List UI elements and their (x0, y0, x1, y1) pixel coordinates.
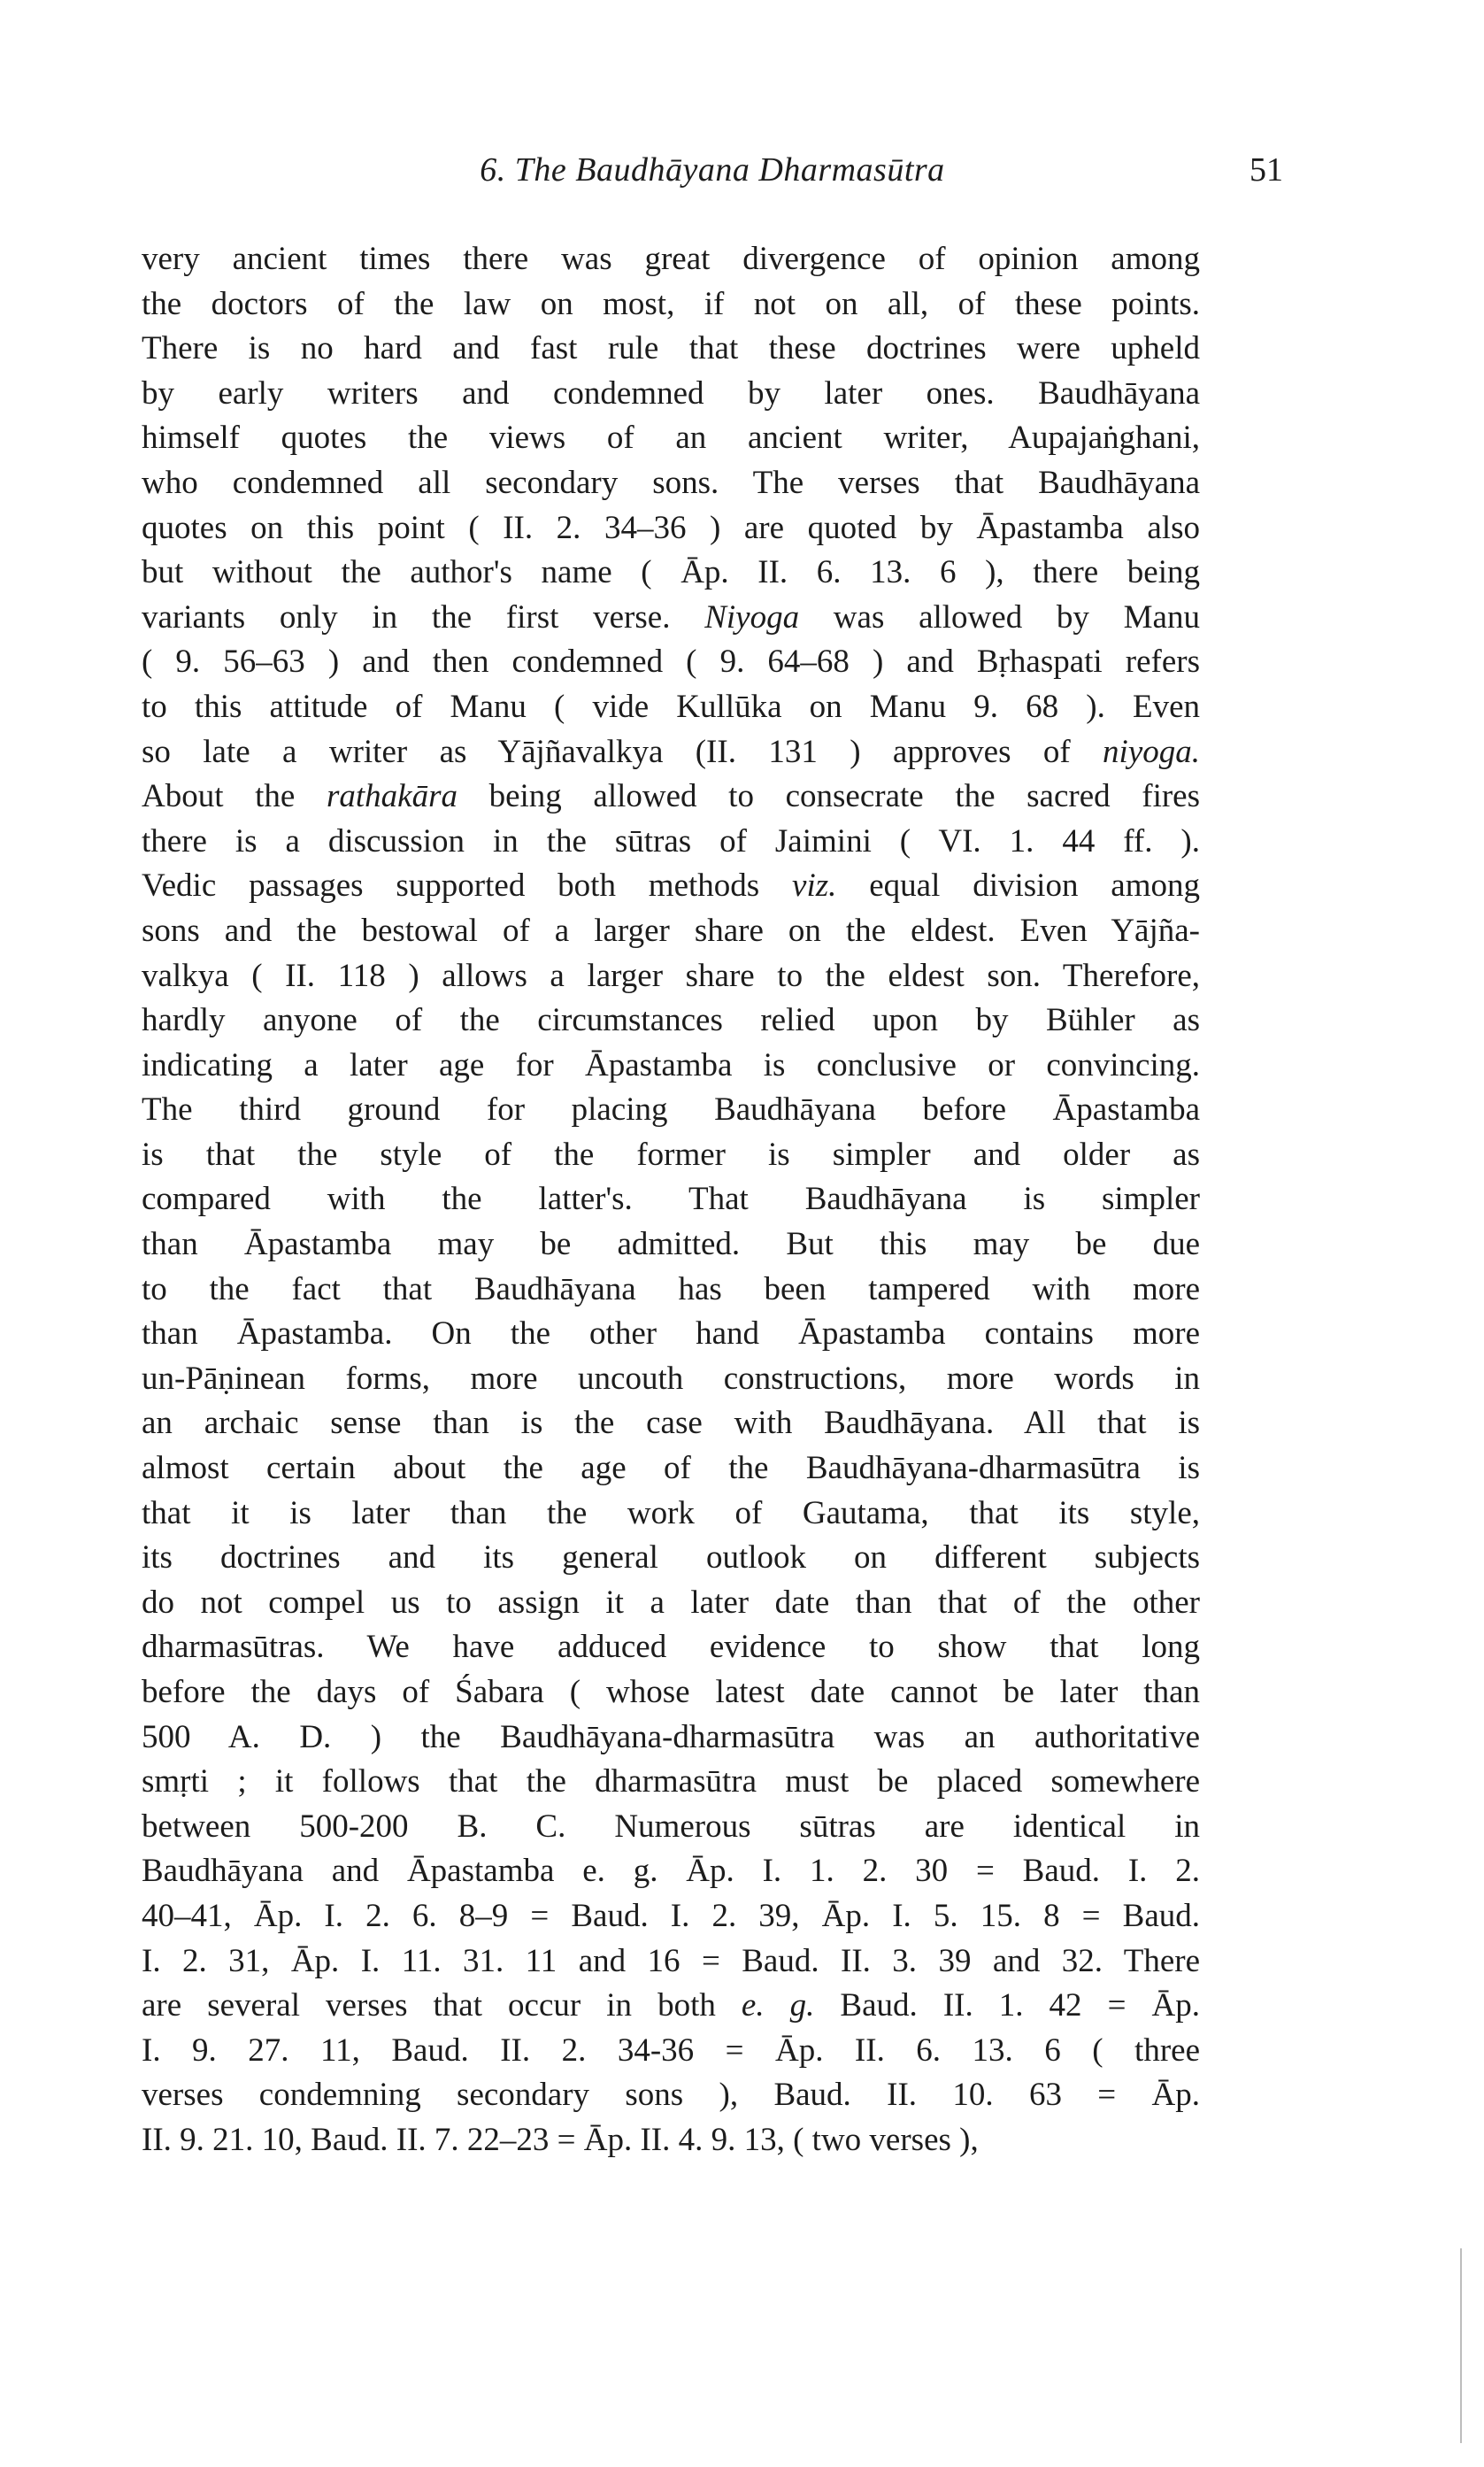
italic-term: Niyoga (704, 598, 800, 636)
text-run: verses condemning secondary sons ), Baud. II. 10. 63 = Āp. (142, 2077, 1200, 2114)
text-line (142, 1044, 1200, 1089)
text-line (142, 1401, 1200, 1446)
text-run: by early writers and condemned by later ones. Baudhāyana (142, 374, 1200, 412)
text-run: the doctors of the law on most, if not on all, of these points. (142, 285, 1200, 322)
text-run: there is a discussion in the sūtras of Jaimini ( VI. 1. 44 ff. ). (142, 822, 1200, 860)
text-run: that it is later than the work of Gautama, that its style, (142, 1494, 1200, 1531)
text-line (142, 1670, 1200, 1715)
italic-term: rathakāra (326, 778, 458, 815)
text-run: quotes on this point ( II. 2. 34–36 ) are quoted by Āpastamba also (142, 509, 1200, 546)
text-run: are several verses that occur in both (142, 1987, 742, 2024)
text-line (142, 909, 1200, 954)
text-run: very ancient times there was great divergence of opinion among (142, 241, 1200, 277)
text-run: There is no hard and fast rule that these doctrines were upheld (142, 330, 1200, 367)
text-run: so late a writer as Yājñavalkya (II. 131 ) approves of (142, 733, 1103, 770)
text-run: ( 9. 56–63 ) and then condemned ( 9. 64–68 ) and Bṛhaspati refers (142, 644, 1200, 681)
text-run: indicating a later age for Āpastamba is conclusive or convincing. (142, 1046, 1200, 1083)
text-run: Baud. II. 1. 42 = Āp. (814, 1987, 1200, 2024)
text-line (142, 1177, 1200, 1222)
text-run: valkya ( II. 118 ) allows a larger share to the eldest son. Therefore, (142, 957, 1200, 994)
text-line (142, 327, 1200, 372)
text-line (142, 461, 1200, 506)
text-run: I. 9. 27. 11, Baud. II. 2. 34-36 = Āp. II. 6. 13. 6 ( three (142, 2031, 1200, 2069)
text-run: Vedic passages supported both methods (142, 867, 793, 905)
text-line (142, 1805, 1200, 1850)
text-line (142, 685, 1200, 730)
text-line (142, 820, 1200, 865)
text-run: than Āpastamba may be admitted. But this may be due (142, 1226, 1200, 1263)
page-number: 51 (1249, 151, 1283, 189)
text-line (142, 416, 1200, 461)
text-line (142, 1222, 1200, 1268)
text-line (142, 1492, 1200, 1537)
text-line (142, 1715, 1200, 1761)
text-run: compared with the latter's. That Baudhāyana is simpler (142, 1181, 1200, 1218)
text-run: between 500-200 B. C. Numerous sūtras are identical in (142, 1808, 1200, 1845)
body-paragraph (142, 237, 1200, 2163)
text-run: to this attitude of Manu ( vide Kullūka on Manu 9. 68 ). Even (142, 688, 1200, 725)
text-run: do not compel us to assign it a later date than that of the other (142, 1584, 1200, 1621)
text-run: before the days of Śabara ( whose latest date cannot be later than (142, 1674, 1200, 1710)
scan-edge-mark (1460, 2248, 1462, 2443)
text-run: About the (142, 778, 327, 815)
text-line (142, 998, 1200, 1044)
text-line (142, 775, 1200, 820)
text-line (142, 372, 1200, 417)
text-line (142, 551, 1200, 596)
text-run: than Āpastamba. On the other hand Āpastamba contains more (142, 1315, 1200, 1353)
text-run: dharmasūtras. We have adduced evidence to show that long (142, 1629, 1200, 1666)
text-line (142, 2073, 1200, 2118)
text-line (142, 954, 1200, 999)
text-line (142, 1849, 1200, 1894)
text-run: to the fact that Baudhāyana has been tampered with more (142, 1270, 1200, 1307)
italic-term: e. g. (741, 1987, 815, 2024)
italic-term: viz. (792, 867, 837, 905)
text-line (142, 1312, 1200, 1357)
text-line (142, 1088, 1200, 1133)
text-line (142, 282, 1200, 328)
text-line (142, 2118, 1200, 2163)
text-line (142, 730, 1200, 775)
text-line (142, 1939, 1200, 1985)
text-line (142, 1984, 1200, 2029)
text-run: I. 2. 31, Āp. I. 11. 31. 11 and 16 = Baud. II. 3. 39 and 32. There (142, 1942, 1200, 1979)
text-line (142, 1760, 1200, 1805)
text-run: variants only in the first verse. (142, 598, 705, 636)
text-run: its doctrines and its general outlook on different subjects (142, 1539, 1200, 1577)
text-line (142, 640, 1200, 685)
text-line (142, 237, 1200, 282)
text-line (142, 506, 1200, 551)
text-line (142, 1581, 1200, 1626)
text-run: himself quotes the views of an ancient writer, Aupajaṅghani, (142, 420, 1200, 457)
text-line (142, 596, 1200, 641)
text-line (142, 1357, 1200, 1402)
text-run: being allowed to consecrate the sacred fires (457, 778, 1201, 815)
text-run: an archaic sense than is the case with Baudhāyana. All that is (142, 1405, 1200, 1442)
text-run: Baudhāyana and Āpastamba e. g. Āp. I. 1. 2. 30 = Baud. I. 2. (142, 1853, 1200, 1890)
text-line (142, 1133, 1200, 1178)
text-line (142, 1268, 1200, 1313)
chapter-title: 6. The Baudhāyana Dharmasūtra (480, 151, 945, 189)
text-run: 500 A. D. ) the Baudhāyana-dharmasūtra was an authoritative (142, 1718, 1200, 1755)
running-header (142, 150, 1283, 204)
text-line (142, 864, 1200, 909)
text-line (142, 1625, 1200, 1670)
text-run: but without the author's name ( Āp. II. 6. 13. 6 ), there being (142, 554, 1200, 591)
text-run: who condemned all secondary sons. The verses that Baudhāyana (142, 464, 1200, 501)
text-run: un-Pāṇinean forms, more uncouth constructions, more words in (142, 1360, 1200, 1397)
italic-term: niyoga. (1103, 733, 1200, 770)
text-line (142, 2029, 1200, 2074)
text-run: 40–41, Āp. I. 2. 6. 8–9 = Baud. I. 2. 39, Āp. I. 5. 15. 8 = Baud. (142, 1897, 1200, 1934)
text-run: sons and the bestowal of a larger share on the eldest. Even Yājña- (142, 912, 1200, 949)
text-run: equal division among (836, 867, 1200, 905)
text-line (142, 1536, 1200, 1581)
text-run: almost certain about the age of the Baudhāyana-dharmasūtra is (142, 1450, 1200, 1487)
text-run: was allowed by Manu (799, 598, 1200, 636)
text-run: smṛti ; it follows that the dharmasūtra must be placed somewhere (142, 1763, 1200, 1800)
text-run: II. 9. 21. 10, Baud. II. 7. 22–23 = Āp. II. 4. 9. 13, ( two verses ), (142, 2121, 979, 2158)
text-line (142, 1894, 1200, 1939)
text-run: hardly anyone of the circumstances relied upon by Bühler as (142, 1002, 1200, 1039)
text-run: is that the style of the former is simpler and older as (142, 1136, 1200, 1173)
text-line (142, 1446, 1200, 1492)
text-run: The third ground for placing Baudhāyana before Āpastamba (142, 1091, 1200, 1129)
